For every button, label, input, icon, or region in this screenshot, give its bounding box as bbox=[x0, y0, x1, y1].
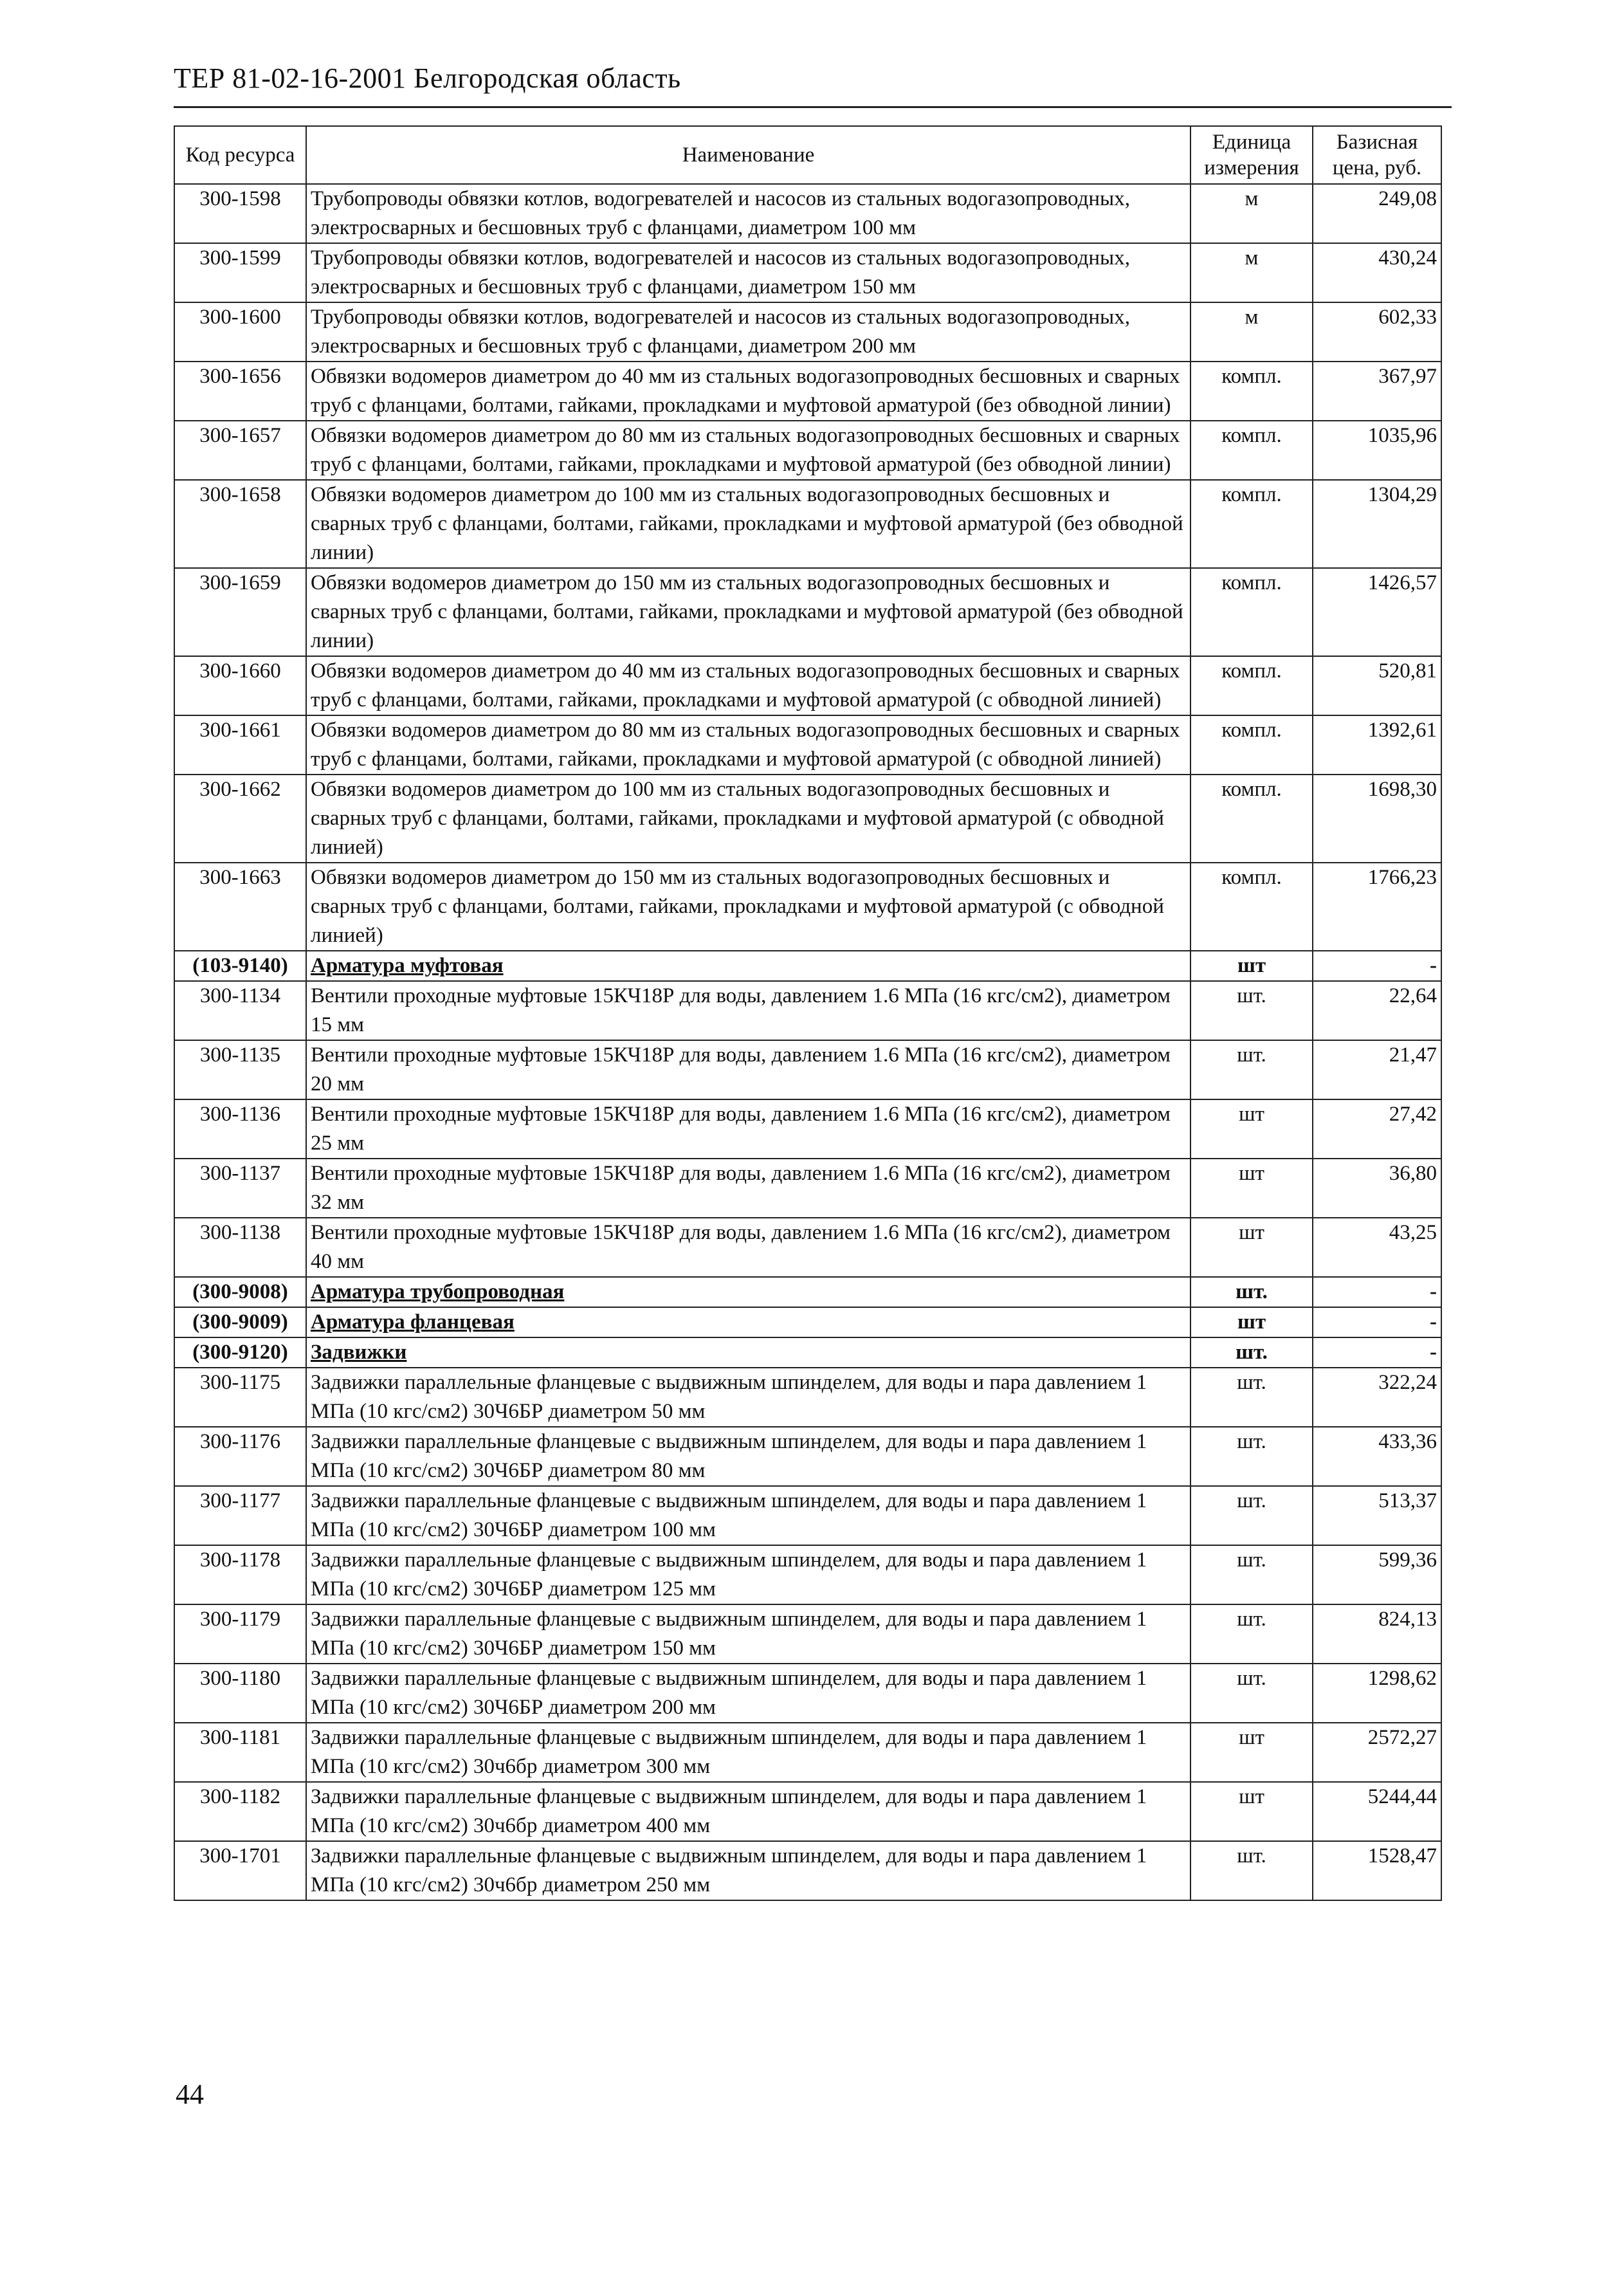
cell-price: 1426,57 bbox=[1313, 568, 1441, 656]
cell-price: - bbox=[1313, 1277, 1441, 1307]
cell-code: 300-1656 bbox=[174, 362, 306, 421]
cell-code: 300-1658 bbox=[174, 480, 306, 568]
table-row bbox=[174, 243, 1441, 302]
cell-code: 300-1599 bbox=[174, 243, 306, 302]
cell-unit: компл. bbox=[1191, 863, 1313, 951]
cell-code: 300-1178 bbox=[174, 1545, 306, 1604]
cell-price: 1698,30 bbox=[1313, 775, 1441, 863]
page-number: 44 bbox=[176, 2079, 204, 2110]
cell-name: Обвязки водомеров диаметром до 100 мм из стальных водогазопроводных бесшовных и сварных труб с фланцами, болтами, гайками, прокладками и муфтовой арматурой (без обводной линии) bbox=[306, 480, 1191, 568]
cell-name: Задвижки параллельные фланцевые с выдвижным шпинделем, для воды и пара давлением 1 МПа (10 кгс/см2) 30Ч6БР диаметром 80 мм bbox=[306, 1427, 1191, 1486]
cell-price: 824,13 bbox=[1313, 1604, 1441, 1664]
cell-code: 300-1179 bbox=[174, 1604, 306, 1664]
cell-name: Задвижки параллельные фланцевые с выдвижным шпинделем, для воды и пара давлением 1 МПа (10 кгс/см2) 30Ч6БР диаметром 150 мм bbox=[306, 1604, 1191, 1664]
table-row bbox=[174, 981, 1441, 1040]
cell-code: 300-1138 bbox=[174, 1218, 306, 1277]
cell-unit: шт. bbox=[1191, 981, 1313, 1040]
cell-code: 300-1136 bbox=[174, 1099, 306, 1159]
cell-code: (103-9140) bbox=[174, 951, 306, 981]
cell-code: (300-9009) bbox=[174, 1307, 306, 1337]
cell-name: Вентили проходные муфтовые 15КЧ18Р для воды, давлением 1.6 МПа (16 кгс/см2), диаметром 15 мм bbox=[306, 981, 1191, 1040]
resource-price-table bbox=[174, 125, 1442, 1901]
table-row bbox=[174, 1159, 1441, 1218]
cell-name: Задвижки параллельные фланцевые с выдвижным шпинделем, для воды и пара давлением 1 МПа (10 кгс/см2) 30ч6бр диаметром 300 мм bbox=[306, 1723, 1191, 1782]
cell-price: 27,42 bbox=[1313, 1099, 1441, 1159]
cell-code: 300-1176 bbox=[174, 1427, 306, 1486]
cell-name: Обвязки водомеров диаметром до 80 мм из стальных водогазопроводных бесшовных и сварных труб с фланцами, болтами, гайками, прокладками и муфтовой арматурой (с обводной линией) bbox=[306, 715, 1191, 775]
cell-unit: компл. bbox=[1191, 480, 1313, 568]
cell-unit: шт. bbox=[1191, 1486, 1313, 1545]
cell-price: 36,80 bbox=[1313, 1159, 1441, 1218]
table-row bbox=[174, 184, 1441, 243]
cell-name: Обвязки водомеров диаметром до 100 мм из стальных водогазопроводных бесшовных и сварных труб с фланцами, болтами, гайками, прокладками и муфтовой арматурой (с обводной линией) bbox=[306, 775, 1191, 863]
cell-code: 300-1661 bbox=[174, 715, 306, 775]
cell-code: 300-1662 bbox=[174, 775, 306, 863]
table-row bbox=[174, 1723, 1441, 1782]
cell-unit: м bbox=[1191, 302, 1313, 362]
cell-name: Трубопроводы обвязки котлов, водогревателей и насосов из стальных водогазопроводных, электросварных и бесшовных труб с фланцами, диаметром 100 мм bbox=[306, 184, 1191, 243]
table-row bbox=[174, 1427, 1441, 1486]
table-header-row bbox=[174, 126, 1441, 184]
cell-name: Вентили проходные муфтовые 15КЧ18Р для воды, давлением 1.6 МПа (16 кгс/см2), диаметром 32 мм bbox=[306, 1159, 1191, 1218]
cell-price: 21,47 bbox=[1313, 1040, 1441, 1099]
cell-price: 1298,62 bbox=[1313, 1664, 1441, 1723]
table-row bbox=[174, 362, 1441, 421]
cell-code: 300-1175 bbox=[174, 1368, 306, 1427]
cell-price: - bbox=[1313, 1307, 1441, 1337]
cell-name: Обвязки водомеров диаметром до 40 мм из стальных водогазопроводных бесшовных и сварных труб с фланцами, болтами, гайками, прокладками и муфтовой арматурой (без обводной линии) bbox=[306, 362, 1191, 421]
cell-unit: шт. bbox=[1191, 1664, 1313, 1723]
cell-code: 300-1134 bbox=[174, 981, 306, 1040]
table-row bbox=[174, 1841, 1441, 1900]
cell-price: 1528,47 bbox=[1313, 1841, 1441, 1900]
cell-unit: шт. bbox=[1191, 1545, 1313, 1604]
cell-name: Обвязки водомеров диаметром до 40 мм из стальных водогазопроводных бесшовных и сварных труб с фланцами, болтами, гайками, прокладками и муфтовой арматурой (с обводной линией) bbox=[306, 656, 1191, 715]
table-row bbox=[174, 656, 1441, 715]
cell-price: 1035,96 bbox=[1313, 421, 1441, 480]
table-row bbox=[174, 568, 1441, 656]
cell-unit: шт. bbox=[1191, 1604, 1313, 1664]
cell-code: 300-1663 bbox=[174, 863, 306, 951]
cell-code: 300-1135 bbox=[174, 1040, 306, 1099]
cell-code: 300-1177 bbox=[174, 1486, 306, 1545]
cell-name: Обвязки водомеров диаметром до 150 мм из стальных водогазопроводных бесшовных и сварных труб с фланцами, болтами, гайками, прокладками и муфтовой арматурой (без обводной линии) bbox=[306, 568, 1191, 656]
cell-price: 430,24 bbox=[1313, 243, 1441, 302]
table-body bbox=[174, 184, 1441, 1900]
cell-name: Трубопроводы обвязки котлов, водогревателей и насосов из стальных водогазопроводных, электросварных и бесшовных труб с фланцами, диаметром 200 мм bbox=[306, 302, 1191, 362]
cell-code: 300-1660 bbox=[174, 656, 306, 715]
column-header-price: Базисная цена, руб. bbox=[1313, 126, 1441, 184]
cell-unit: компл. bbox=[1191, 362, 1313, 421]
cell-code: 300-1659 bbox=[174, 568, 306, 656]
cell-price: - bbox=[1313, 951, 1441, 981]
cell-name: Арматура муфтовая bbox=[306, 951, 1191, 981]
cell-price: 5244,44 bbox=[1313, 1782, 1441, 1841]
cell-unit: м bbox=[1191, 243, 1313, 302]
cell-price: 1766,23 bbox=[1313, 863, 1441, 951]
cell-unit: шт. bbox=[1191, 1841, 1313, 1900]
cell-unit: компл. bbox=[1191, 715, 1313, 775]
cell-name: Вентили проходные муфтовые 15КЧ18Р для воды, давлением 1.6 МПа (16 кгс/см2), диаметром 20 мм bbox=[306, 1040, 1191, 1099]
cell-unit: шт bbox=[1191, 1723, 1313, 1782]
title-divider bbox=[174, 106, 1452, 108]
table-row bbox=[174, 1545, 1441, 1604]
group-row bbox=[174, 1337, 1441, 1368]
column-header-unit: Единица измерения bbox=[1191, 126, 1313, 184]
cell-price: 322,24 bbox=[1313, 1368, 1441, 1427]
cell-name: Арматура трубопроводная bbox=[306, 1277, 1191, 1307]
cell-unit: шт bbox=[1191, 1218, 1313, 1277]
table-row bbox=[174, 421, 1441, 480]
cell-code: 300-1600 bbox=[174, 302, 306, 362]
cell-code: 300-1657 bbox=[174, 421, 306, 480]
cell-unit: м bbox=[1191, 184, 1313, 243]
cell-name: Задвижки параллельные фланцевые с выдвижным шпинделем, для воды и пара давлением 1 МПа (10 кгс/см2) 30Ч6БР диаметром 100 мм bbox=[306, 1486, 1191, 1545]
table-row bbox=[174, 863, 1441, 951]
cell-code: 300-1180 bbox=[174, 1664, 306, 1723]
cell-price: 1392,61 bbox=[1313, 715, 1441, 775]
table-row bbox=[174, 1782, 1441, 1841]
cell-price: 520,81 bbox=[1313, 656, 1441, 715]
table-row bbox=[174, 1486, 1441, 1545]
group-row bbox=[174, 1277, 1441, 1307]
table-row bbox=[174, 1218, 1441, 1277]
cell-price: 43,25 bbox=[1313, 1218, 1441, 1277]
cell-price: 599,36 bbox=[1313, 1545, 1441, 1604]
table-row bbox=[174, 1664, 1441, 1723]
cell-name: Вентили проходные муфтовые 15КЧ18Р для воды, давлением 1.6 МПа (16 кгс/см2), диаметром 25 мм bbox=[306, 1099, 1191, 1159]
cell-unit: компл. bbox=[1191, 421, 1313, 480]
cell-name: Задвижки параллельные фланцевые с выдвижным шпинделем, для воды и пара давлением 1 МПа (10 кгс/см2) 30ч6бр диаметром 400 мм bbox=[306, 1782, 1191, 1841]
cell-name: Задвижки параллельные фланцевые с выдвижным шпинделем, для воды и пара давлением 1 МПа (10 кгс/см2) 30Ч6БР диаметром 200 мм bbox=[306, 1664, 1191, 1723]
cell-price: 1304,29 bbox=[1313, 480, 1441, 568]
cell-code: 300-1598 bbox=[174, 184, 306, 243]
cell-price: 367,97 bbox=[1313, 362, 1441, 421]
cell-price: 433,36 bbox=[1313, 1427, 1441, 1486]
cell-name: Арматура фланцевая bbox=[306, 1307, 1191, 1337]
cell-unit: компл. bbox=[1191, 775, 1313, 863]
cell-name: Задвижки параллельные фланцевые с выдвижным шпинделем, для воды и пара давлением 1 МПа (10 кгс/см2) 30Ч6БР диаметром 125 мм bbox=[306, 1545, 1191, 1604]
cell-name: Трубопроводы обвязки котлов, водогревателей и насосов из стальных водогазопроводных, электросварных и бесшовных труб с фланцами, диаметром 150 мм bbox=[306, 243, 1191, 302]
column-header-name: Наименование bbox=[306, 126, 1191, 184]
cell-unit: шт bbox=[1191, 1159, 1313, 1218]
cell-unit: шт. bbox=[1191, 1427, 1313, 1486]
cell-unit: шт. bbox=[1191, 1277, 1313, 1307]
cell-name: Задвижки параллельные фланцевые с выдвижным шпинделем, для воды и пара давлением 1 МПа (10 кгс/см2) 30ч6бр диаметром 250 мм bbox=[306, 1841, 1191, 1900]
cell-code: 300-1137 bbox=[174, 1159, 306, 1218]
cell-price: 249,08 bbox=[1313, 184, 1441, 243]
cell-name: Вентили проходные муфтовые 15КЧ18Р для воды, давлением 1.6 МПа (16 кгс/см2), диаметром 40 мм bbox=[306, 1218, 1191, 1277]
cell-code: 300-1182 bbox=[174, 1782, 306, 1841]
cell-unit: шт bbox=[1191, 1782, 1313, 1841]
cell-unit: компл. bbox=[1191, 568, 1313, 656]
cell-unit: шт. bbox=[1191, 1040, 1313, 1099]
cell-unit: шт. bbox=[1191, 1337, 1313, 1368]
cell-name: Обвязки водомеров диаметром до 80 мм из стальных водогазопроводных бесшовных и сварных труб с фланцами, болтами, гайками, прокладками и муфтовой арматурой (без обводной линии) bbox=[306, 421, 1191, 480]
cell-price: 2572,27 bbox=[1313, 1723, 1441, 1782]
cell-unit: шт bbox=[1191, 1307, 1313, 1337]
cell-unit: шт bbox=[1191, 951, 1313, 981]
cell-unit: шт. bbox=[1191, 1368, 1313, 1427]
cell-code: 300-1701 bbox=[174, 1841, 306, 1900]
cell-unit: компл. bbox=[1191, 656, 1313, 715]
cell-unit: шт bbox=[1191, 1099, 1313, 1159]
group-row bbox=[174, 951, 1441, 981]
table-row bbox=[174, 480, 1441, 568]
cell-price: 22,64 bbox=[1313, 981, 1441, 1040]
table-row bbox=[174, 1099, 1441, 1159]
table-row bbox=[174, 715, 1441, 775]
table-row bbox=[174, 1040, 1441, 1099]
cell-name: Задвижки параллельные фланцевые с выдвижным шпинделем, для воды и пара давлением 1 МПа (10 кгс/см2) 30Ч6БР диаметром 50 мм bbox=[306, 1368, 1191, 1427]
cell-price: - bbox=[1313, 1337, 1441, 1368]
table-row bbox=[174, 1368, 1441, 1427]
cell-name: Обвязки водомеров диаметром до 150 мм из стальных водогазопроводных бесшовных и сварных труб с фланцами, болтами, гайками, прокладками и муфтовой арматурой (с обводной линией) bbox=[306, 863, 1191, 951]
column-header-code: Код ресурса bbox=[174, 126, 306, 184]
cell-code: 300-1181 bbox=[174, 1723, 306, 1782]
group-row bbox=[174, 1307, 1441, 1337]
cell-code: (300-9008) bbox=[174, 1277, 306, 1307]
table-row bbox=[174, 775, 1441, 863]
cell-code: (300-9120) bbox=[174, 1337, 306, 1368]
cell-price: 602,33 bbox=[1313, 302, 1441, 362]
page-title: ТЕР 81-02-16-2001 Белгородская область bbox=[174, 62, 681, 94]
cell-price: 513,37 bbox=[1313, 1486, 1441, 1545]
table-row bbox=[174, 1604, 1441, 1664]
cell-name: Задвижки bbox=[306, 1337, 1191, 1368]
table-row bbox=[174, 302, 1441, 362]
